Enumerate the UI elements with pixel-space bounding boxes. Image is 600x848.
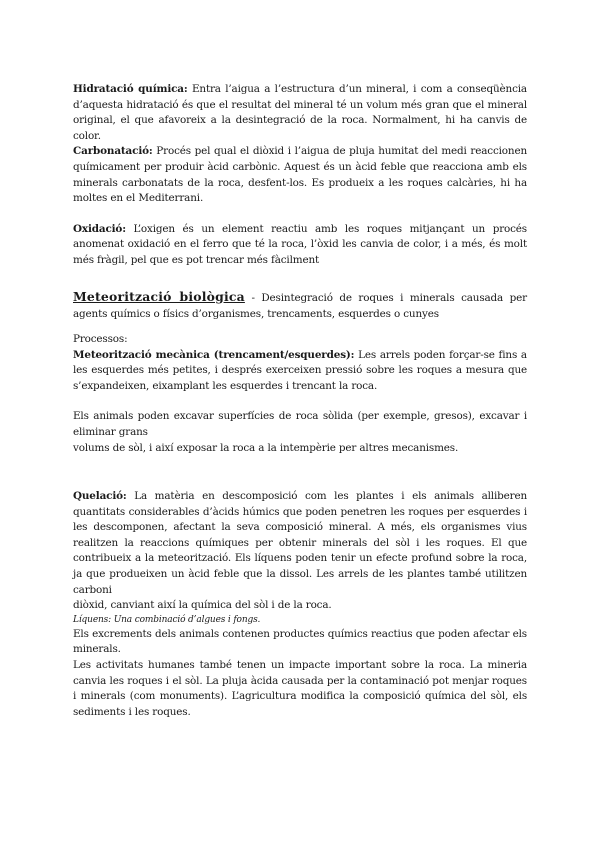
carbonatacio-paragraph [73, 144, 527, 206]
biological-intro-paragraph [73, 289, 527, 322]
oxidacio-paragraph [73, 222, 527, 269]
mecanica-text: Les arrels poden forçar-se fins a les esquerdes més petites, i després exerceixen pressió sobre les roques a mesura que s’expandeixen, eixamplant les esquerdes i trencant la roca. [73, 348, 527, 392]
quelacio-line-2: diòxid, canviant així la química del sòl i de la roca. [73, 599, 332, 612]
lichen-caption: Líquens: Una combinació d’algues i fongs. [73, 614, 261, 625]
hidratacio-term: Hidratació química: [73, 83, 188, 95]
chelation-section [73, 489, 527, 720]
animals-line-1: Els animals poden excavar superfícies de roca sòlida (per exemple, gresos), excavar i eliminar grans [73, 410, 527, 438]
processos-label: Processos: [73, 333, 128, 345]
excrements-paragraph: Els excrements dels animals contenen productes químics reactius que poden afectar els minerals. [73, 627, 527, 656]
hidratacio-text: Entra l’aigua a l’estructura d’un mineral, i com a conseqüència d’aquesta hidratació és que el resultat del mineral té un volum més gran que el mineral original, el que afavoreix a la desintegració de la roca. Normalment, hi ha canvis de color. [73, 83, 527, 142]
quelacio-text: La matèria en descomposició com les plantes i els animals alliberen quantitats considerables d’àcids húmics que poden penetren les roques per esquerdes i les descomponen, afectant la seva composició mineral. A més, els organismes vius realitzen la reaccions químiques per obtenir minerals del sòl i les roques. El que contribueix a la meteorització. Els líquens poden tenir un efecte profund sobre la roca, ja que produeixen un àcid feble que la dissol. Les arrels de les plantes també utilitzen carboni [73, 490, 527, 596]
chemical-weathering-section [73, 82, 527, 269]
oxidacio-term: Oxidació: [73, 222, 126, 235]
quelacio-term: Quelació: [73, 490, 127, 502]
carbonatacio-text: Procés pel qual el diòxid i l’aigua de pluja humitat del medi reaccionen químicament per produir àcid carbònic. Aquest és un àcid feble que reacciona amb els minerals carbonatats de la roca, desfent-los. Es produeix a les roques calcàries, hi ha moltes en el Mediterrani. [73, 145, 527, 205]
carbonatacio-term: Carbonatació: [73, 145, 153, 158]
quelacio-paragraph [73, 489, 527, 598]
mecanica-paragraph [73, 348, 527, 395]
animals-line-2: volums de sòl, i així exposar la roca a la intempèrie per altres mecanismes. [73, 441, 459, 454]
biological-intro-text: - Desintegració de roques i minerals causada per agents químics o físics d’organismes, trencaments, esquerdes o cunyes [73, 292, 527, 320]
processes-section [73, 332, 527, 456]
mecanica-term: Meteorització mecànica (trencament/esquerdes): [73, 348, 355, 361]
human-activities-paragraph: Les activitats humanes també tenen un impacte important sobre la roca. La mineria canvia les roques i el sòl. La pluja àcida causada per la contaminació pot menjar roques i minerals (com monuments). L’agricultura modifica la composició química del sòl, els sediments i les roques. [73, 658, 527, 718]
hidratacio-paragraph [73, 82, 527, 144]
section-title: Meteorització biològica [73, 289, 245, 304]
oxidacio-text: L’oxigen és un element reactiu amb les roques mitjançant un procés anomenat oxidació en el ferro que té la roca, l’òxid les canvia de color, i a més, és molt més fràgil, pel que es pot trencar més fàcilment [73, 222, 527, 266]
biological-weathering-section [73, 289, 527, 322]
